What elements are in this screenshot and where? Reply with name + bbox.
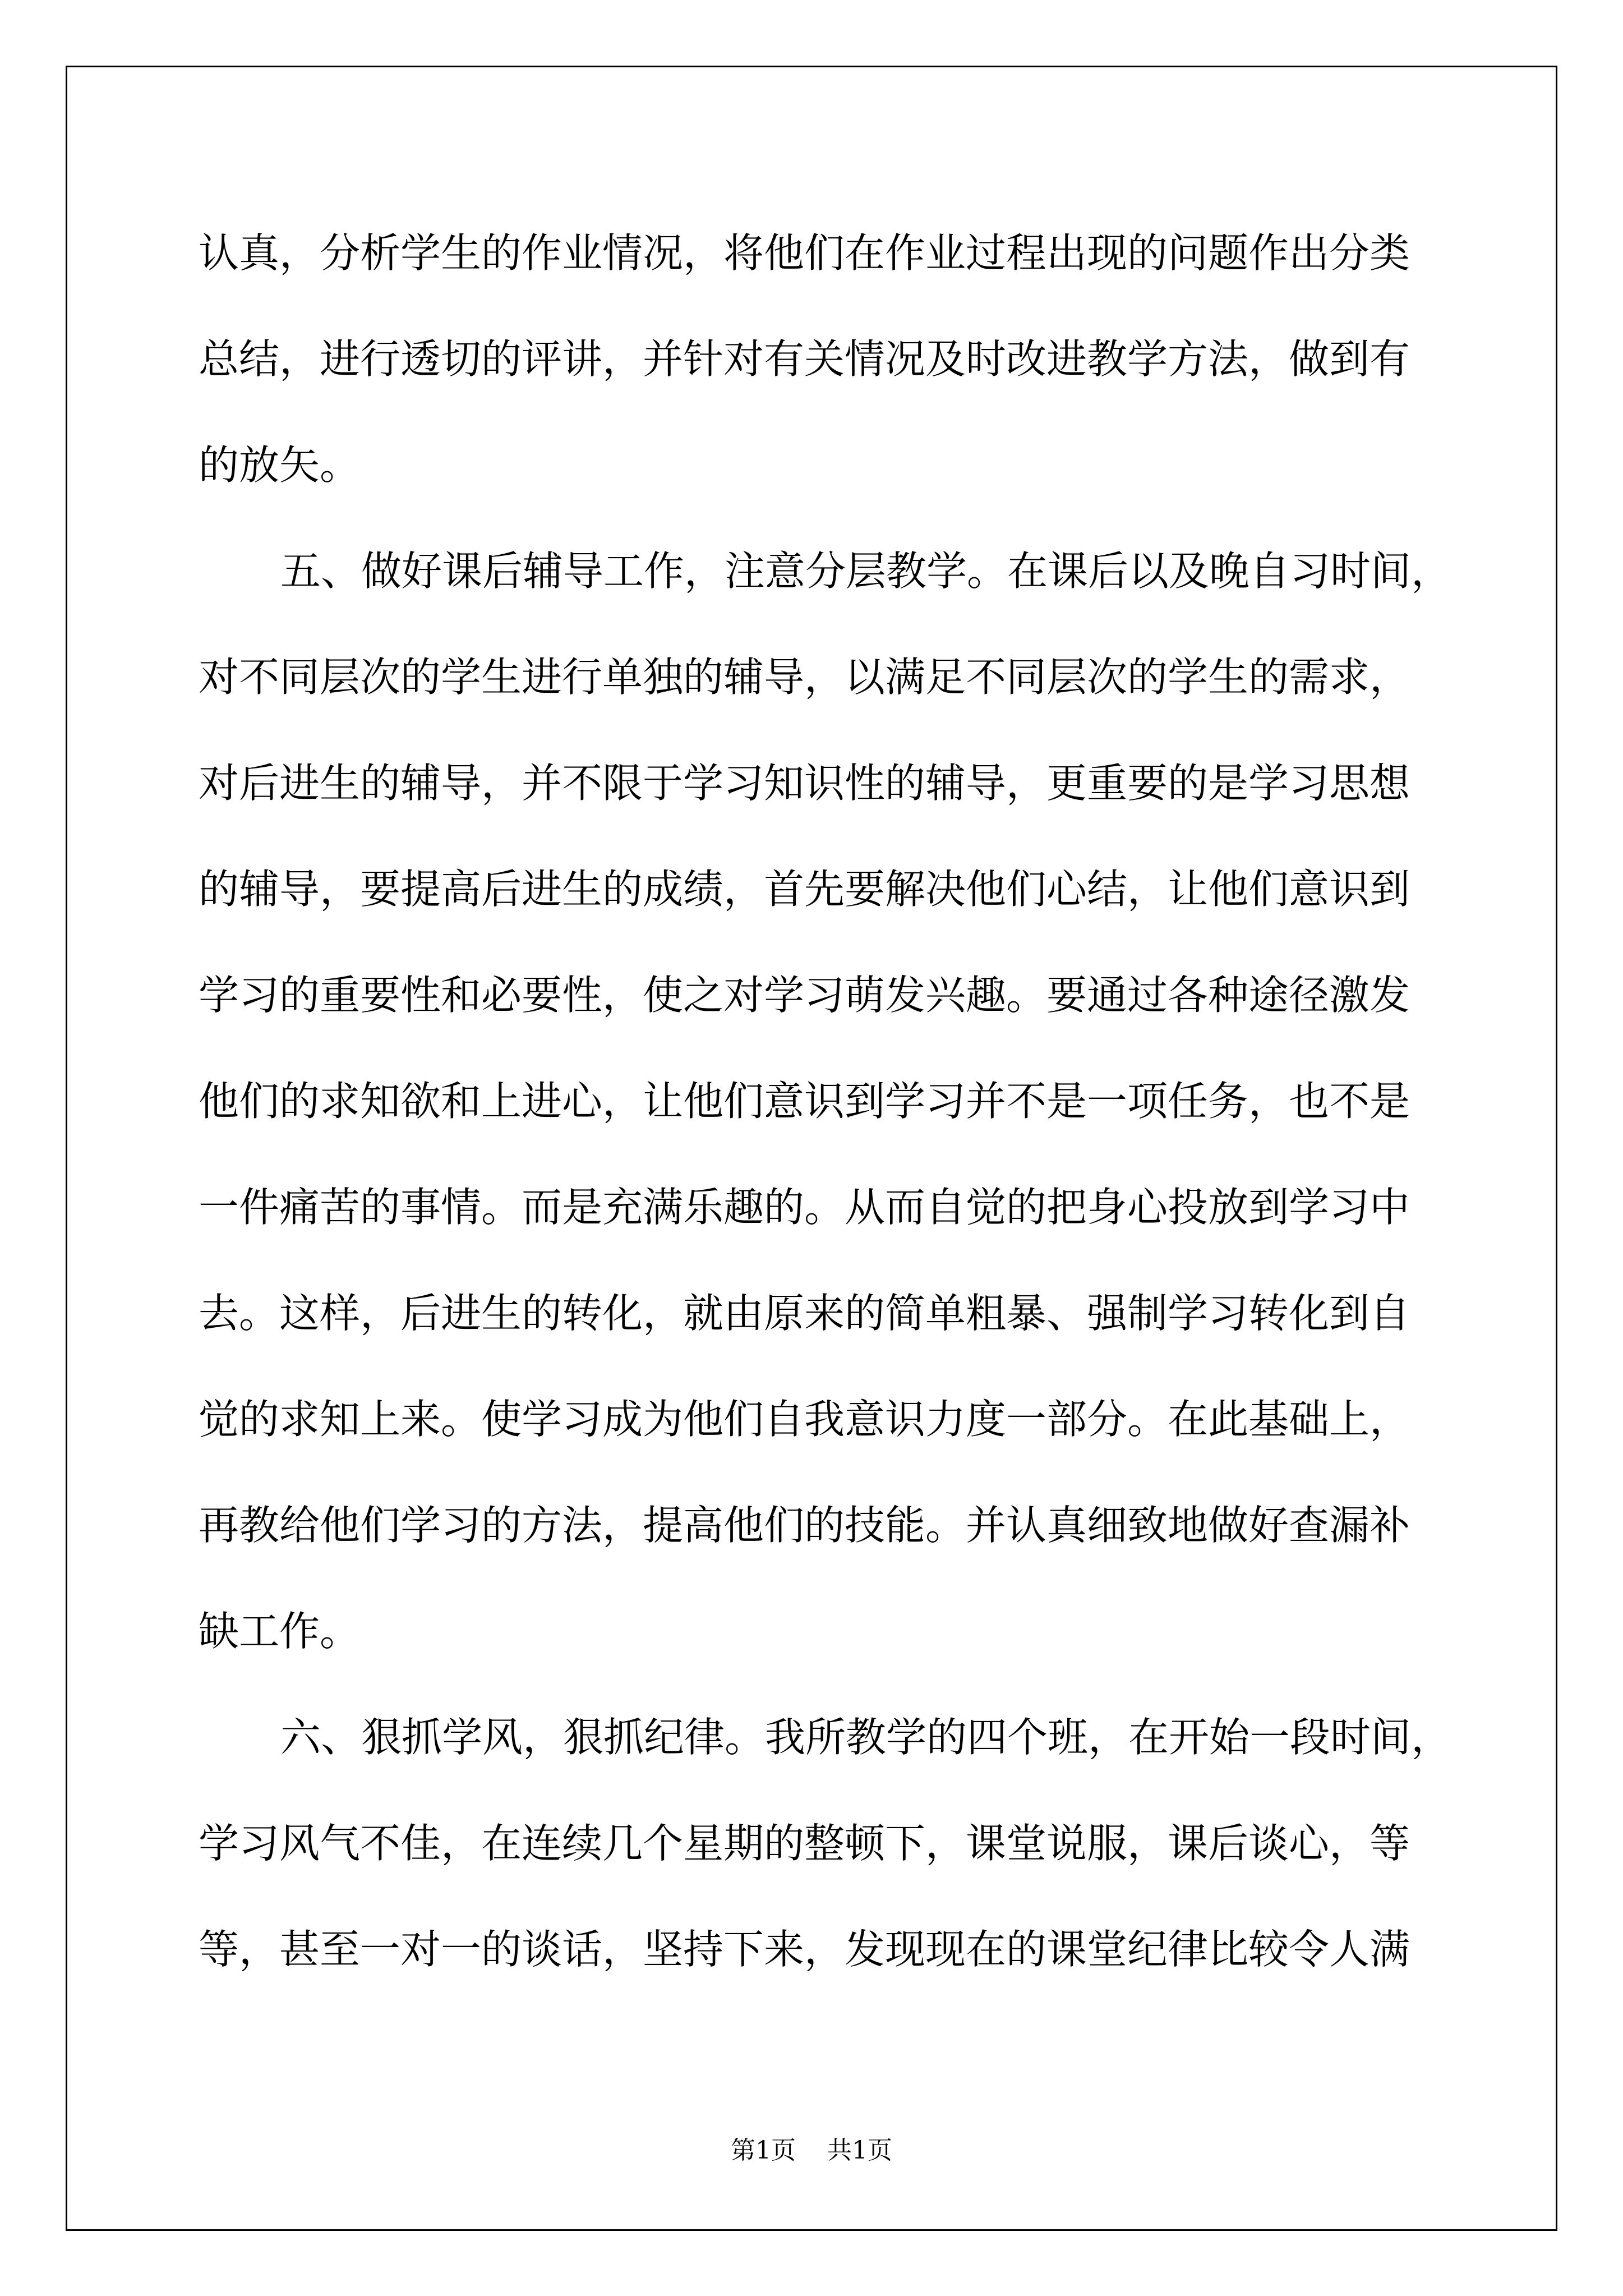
text-line: 缺工作。 (199, 1608, 361, 1655)
text-line: 的放矢。 (199, 441, 361, 489)
text-line: 对后进生的辅导，并不限于学习知识性的辅导，更重要的是学习思想 (199, 760, 1410, 807)
text-line: 总结，进行透切的评讲，并针对有关情况及时改进教学方法，做到有 (199, 335, 1410, 383)
paragraph-start-line: 六、狠抓学风，狠抓纪律。我所教学的四个班，在开始一段时间， (280, 1714, 1452, 1761)
page-number-current: 第1页 (731, 2136, 796, 2165)
page-footer (0, 2130, 1623, 2166)
text-line: 去。这样，后进生的转化，就由原来的简单粗暴、强制学习转化到自 (199, 1290, 1410, 1337)
text-line: 学习的重要性和必要性，使之对学习萌发兴趣。要通过各种途径激发 (199, 972, 1410, 1019)
text-line: 等，甚至一对一的谈话，坚持下来，发现现在的课堂纪律比较令人满 (199, 1926, 1410, 1973)
text-line: 他们的求知欲和上进心，让他们意识到学习并不是一项任务，也不是 (199, 1078, 1410, 1125)
text-line: 学习风气不佳，在连续几个星期的整顿下，课堂说服，课后谈心，等 (199, 1820, 1410, 1867)
paragraph-start-line: 五、做好课后辅导工作，注意分层教学。在课后以及晚自习时间， (280, 547, 1452, 595)
text-line: 认真，分析学生的作业情况，将他们在作业过程出现的问题作出分类 (199, 229, 1410, 277)
text-line: 的辅导，要提高后进生的成绩，首先要解决他们心结，让他们意识到 (199, 866, 1410, 913)
page-number-total: 共1页 (827, 2136, 892, 2165)
text-line: 对不同层次的学生进行单独的辅导，以满足不同层次的学生的需求， (199, 654, 1410, 701)
page-border (66, 66, 1557, 2231)
text-line: 觉的求知上来。使学习成为他们自我意识力度一部分。在此基础上， (199, 1396, 1410, 1443)
text-line: 再教给他们学习的方法，提高他们的技能。并认真细致地做好查漏补 (199, 1502, 1410, 1549)
text-line: 一件痛苦的事情。而是充满乐趣的。从而自觉的把身心投放到学习中 (199, 1184, 1410, 1231)
